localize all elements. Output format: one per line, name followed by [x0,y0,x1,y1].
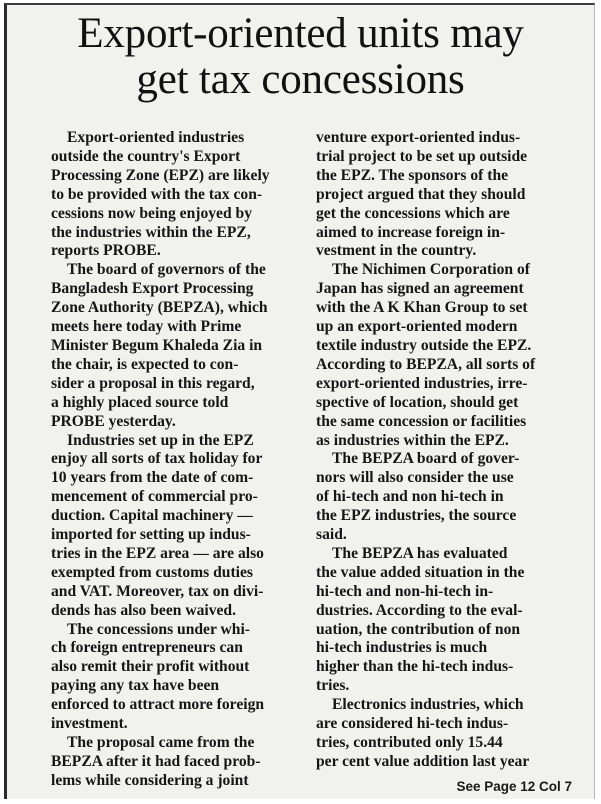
text-line: The BEPZA board of gover- [332,450,520,468]
text-line: Minister Begum Khaleda Zia in [51,336,263,354]
right-column-paragraph [316,261,588,450]
text-line: aimed to increase foreign in- [316,223,506,241]
text-line: the value added situation in the [316,563,525,581]
text-line: the EPZ. The sponsors of the [316,166,509,184]
text-line: duction. Capital machinery — [51,507,253,525]
text-line: a highly placed source told [51,393,229,411]
text-line: dends has also been waived. [51,601,237,619]
text-line: cessions now being enjoyed by [51,204,253,222]
text-line: Electronics industries, which [332,696,524,714]
text-line: export-oriented industries, irre- [316,374,528,392]
text-line: trial project to be set up outside [316,147,528,165]
text-line: tries. [316,677,350,695]
text-line: The BEPZA has evaluated [332,544,508,562]
text-line: Export-oriented industries [67,129,245,146]
right-column-paragraph [316,696,588,772]
newspaper-clipping [4,3,595,799]
text-line: also remit their profit without [51,658,250,676]
right-column-paragraph [316,450,588,545]
text-line: Industries set up in the EPZ [67,431,254,449]
text-line: textile industry outside the EPZ. [316,336,532,354]
left-column [51,129,303,791]
right-column-paragraph [316,545,588,696]
text-line: per cent value addition last year [316,752,530,770]
text-line: vestment in the country. [316,242,477,260]
article-body [7,129,594,799]
right-column [316,129,588,772]
text-line: The proposal came from the [67,734,255,751]
text-line: The concessions under whi- [67,620,250,638]
right-column-paragraph [316,129,588,261]
text-line: paying any tax have been [51,677,220,695]
text-line: hi-tech industries is much [316,639,488,657]
text-line: tries, contributed only 15.44 [316,734,503,751]
headline-line-1: Export-oriented units may [77,10,524,57]
text-line: lems while considering a joint [51,771,249,789]
text-line: nors will also consider the use [316,469,514,487]
text-line: the EPZ industries, the source [316,507,517,525]
text-line: Japan has signed an agreement [316,280,524,298]
text-line: the industries within the EPZ, [51,223,251,241]
left-column-paragraph [51,734,303,791]
text-line: meets here today with Prime [51,318,242,336]
text-line: 10 years from the date of com- [51,469,254,487]
text-line: higher than the hi-tech indus- [316,658,514,676]
text-line: up an export-oriented modern [316,318,518,336]
headline-line-2: get tax concessions [136,56,465,103]
text-line: to be provided with the tax con- [51,185,263,203]
text-line: the same concession or facilities [316,412,527,430]
text-line: ch foreign entrepreneurs can [51,639,243,657]
left-column-paragraph [51,129,303,261]
text-line: BEPZA after it had faced prob- [51,752,261,770]
text-line: reports PROBE. [51,242,161,260]
text-line: enjoy all sorts of tax holiday for [51,450,263,468]
text-line: The Nichimen Corporation of [332,261,530,279]
text-line: The board of governors of the [67,261,266,279]
headline [7,5,594,103]
left-column-paragraph [51,261,303,431]
text-line: Processing Zone (EPZ) are likely [51,166,270,184]
text-line: hi-tech and non-hi-tech in- [316,582,494,600]
text-line: PROBE yesterday. [51,412,176,430]
text-line: investment. [51,715,128,733]
text-line: According to BEPZA, all sorts of [316,355,536,373]
text-line: project argued that they should [316,185,526,203]
left-column-paragraph [51,621,303,734]
text-line: dustries. According to the eval- [316,601,523,619]
text-line: imported for setting up indus- [51,526,251,544]
continuation-note: See Page 12 Col 7 [456,779,572,794]
text-line: tries in the EPZ area — are also [51,544,264,562]
text-line: said. [316,526,347,544]
text-line: sider a proposal in this regard, [51,374,255,392]
text-line: spective of location, should get [316,393,519,411]
text-line: exempted from customs duties [51,563,253,581]
text-line: of hi-tech and non hi-tech in [316,488,504,506]
text-line: as industries within the EPZ. [316,431,509,449]
text-line: and VAT. Moreover, tax on divi- [51,582,264,600]
text-line: get the concessions which are [316,204,510,222]
text-line: enforced to attract more foreign [51,696,265,714]
text-line: mencement of commercial pro- [51,488,258,506]
text-line: Bangladesh Export Processing [51,280,254,298]
text-line: outside the country's Export [51,147,241,165]
left-column-paragraph [51,432,303,621]
text-line: the chair, is expected to con- [51,355,239,373]
text-line: are considered hi-tech indus- [316,715,509,733]
text-line: venture export-oriented indus- [316,129,521,146]
text-line: with the A K Khan Group to set [316,299,528,317]
text-line: uation, the contribution of non [316,620,521,638]
text-line: Zone Authority (BEPZA), which [51,299,268,317]
